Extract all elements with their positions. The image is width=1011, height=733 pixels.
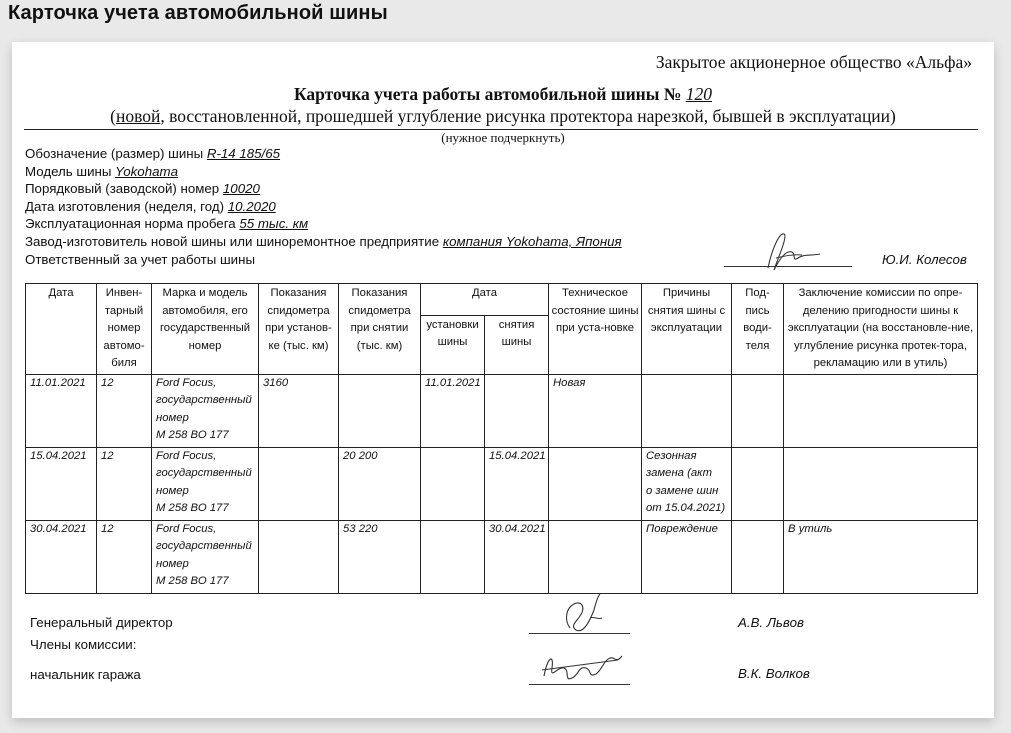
field-value: 10020 bbox=[222, 181, 260, 196]
cell-date: 11.01.2021 bbox=[26, 374, 97, 447]
field-value: 10.2020 bbox=[227, 199, 276, 214]
table-row bbox=[26, 374, 978, 447]
cell-inventory: 12 bbox=[97, 374, 152, 447]
cell-odometer-install: 3160 bbox=[259, 374, 339, 447]
table-row bbox=[26, 447, 978, 520]
reason-line: от 15.04.2021) bbox=[646, 502, 726, 514]
underline-note: (нужное подчеркнуть) bbox=[441, 130, 565, 145]
field-label: Дата изготовления (неделя, год) bbox=[25, 199, 225, 214]
model-line: государственный bbox=[156, 540, 252, 552]
field-value: 55 тыс. км bbox=[239, 216, 309, 231]
cell-signature bbox=[732, 447, 784, 520]
header-odometer-install: Показания спидометра при установ-ке (тыс. км) bbox=[259, 284, 339, 375]
cell-date-install bbox=[421, 447, 485, 520]
cell-signature bbox=[732, 374, 784, 447]
header-tech-state: Техническое состояние шины при уста-новке bbox=[549, 284, 642, 375]
cell-signature bbox=[732, 520, 784, 593]
cell-reasons bbox=[642, 520, 732, 593]
director-name: А.В. Львов bbox=[738, 615, 804, 630]
header-date-install: установки шины bbox=[421, 315, 485, 374]
header-commission-conclusion: Заключение комиссии по опре-делению пригодности шины к эксплуатации (на восстановле-ние, углубление рисунка протек-тора, рекламацию или в утиль) bbox=[784, 284, 978, 375]
cell-date: 30.04.2021 bbox=[26, 520, 97, 593]
field-label: Порядковый (заводской) номер bbox=[25, 181, 220, 196]
page-heading: Карточка учета автомобильной шины bbox=[8, 2, 388, 24]
cell-odometer-remove bbox=[339, 374, 421, 447]
reason-line: замена (акт bbox=[646, 467, 713, 479]
cell-date-install bbox=[421, 520, 485, 593]
model-line: М 258 ВО 177 bbox=[156, 575, 229, 587]
field-label: Эксплуатационная норма пробега bbox=[25, 216, 236, 231]
reason-line: Сезонная bbox=[646, 449, 697, 462]
garage-head-label: начальник гаража bbox=[30, 667, 141, 682]
field-label: Модель шины bbox=[25, 164, 112, 179]
field-label: Ответственный за учет работы шины bbox=[25, 252, 256, 267]
header-inventory-number: Инвен-тарный номер автомо-биля bbox=[97, 284, 152, 375]
cell-tech-state bbox=[549, 520, 642, 593]
table-row bbox=[26, 520, 978, 593]
cell-tech-state bbox=[549, 447, 642, 520]
field-manufacturer bbox=[25, 234, 622, 249]
cell-model bbox=[152, 374, 259, 447]
header-date-group: Дата bbox=[421, 284, 549, 316]
model-line: номер bbox=[156, 557, 189, 570]
cell-conclusion bbox=[784, 447, 978, 520]
commission-label: Члены комиссии: bbox=[30, 637, 137, 652]
model-line: Ford Focus, bbox=[156, 449, 217, 462]
cell-date-remove bbox=[485, 374, 549, 447]
model-line: номер bbox=[156, 411, 189, 424]
cell-model bbox=[152, 520, 259, 593]
cell-inventory: 12 bbox=[97, 520, 152, 593]
cell-reasons bbox=[642, 374, 732, 447]
field-label: Обозначение (размер) шины bbox=[25, 146, 204, 161]
garage-head-signature-line bbox=[529, 684, 630, 685]
director-signature bbox=[550, 590, 610, 636]
garage-head-name: В.К. Волков bbox=[738, 666, 810, 681]
cell-odometer-install bbox=[259, 447, 339, 520]
header-date-remove: снятия шины bbox=[485, 315, 549, 374]
cell-inventory: 12 bbox=[97, 447, 152, 520]
director-label: Генеральный директор bbox=[30, 615, 173, 630]
organization-name: Закрытое акционерное общество «Альфа» bbox=[655, 52, 972, 72]
cell-conclusion: В утиль bbox=[784, 520, 978, 593]
field-value: компания Yokohama, Япония bbox=[442, 234, 622, 249]
cell-model bbox=[152, 447, 259, 520]
model-line: государственный bbox=[156, 467, 252, 479]
card-subtitle bbox=[12, 106, 994, 127]
tire-usage-table bbox=[25, 283, 978, 594]
field-mileage-norm bbox=[25, 216, 308, 231]
card-title-text: Карточка учета работы автомобильной шины № bbox=[293, 84, 682, 104]
field-tire-model bbox=[25, 164, 178, 179]
header-car-model: Марка и модель автомобиля, его государственный номер bbox=[152, 284, 259, 375]
cell-date-remove: 30.04.2021 bbox=[485, 520, 549, 593]
cell-date-install: 11.01.2021 bbox=[421, 374, 485, 447]
header-date: Дата bbox=[26, 284, 97, 375]
subtitle-selected-option: новой bbox=[115, 106, 161, 126]
cell-odometer-remove: 20 200 bbox=[339, 447, 421, 520]
model-line: Ford Focus, bbox=[156, 376, 217, 389]
cell-tech-state: Новая bbox=[549, 374, 642, 447]
tire-record-card bbox=[12, 42, 994, 718]
field-label: Завод-изготовитель новой шины или шиноремонтное предприятие bbox=[25, 234, 440, 249]
reason-line: Повреждение bbox=[646, 522, 718, 535]
field-value: R-14 185/65 bbox=[206, 146, 281, 161]
subtitle-paren: ( bbox=[110, 106, 116, 126]
field-value: Yokohama bbox=[115, 164, 178, 179]
field-responsible bbox=[25, 252, 255, 267]
model-line: государственный bbox=[156, 394, 252, 406]
card-title bbox=[12, 84, 994, 105]
field-serial-number bbox=[25, 181, 260, 196]
director-signature-line bbox=[529, 633, 630, 634]
cell-reasons bbox=[642, 447, 732, 520]
model-line: Ford Focus, bbox=[156, 522, 217, 535]
card-number: 120 bbox=[685, 84, 713, 104]
header-odometer-remove: Показания спидометра при снятии (тыс. км) bbox=[339, 284, 421, 375]
responsible-name: Ю.И. Колесов bbox=[882, 252, 967, 267]
responsible-signature bbox=[754, 228, 824, 276]
cell-date: 15.04.2021 bbox=[26, 447, 97, 520]
field-tire-size bbox=[25, 146, 280, 161]
cell-odometer-install bbox=[259, 520, 339, 593]
model-line: М 258 ВО 177 bbox=[156, 502, 229, 514]
subtitle-options: , восстановленной, прошедшей углубление рисунка протектора нарезкой, бывшей в эксплуатации) bbox=[160, 106, 896, 126]
model-line: М 258 ВО 177 bbox=[156, 429, 229, 441]
header-removal-reasons: Причины снятия шины с эксплуатации bbox=[642, 284, 732, 375]
cell-date-remove: 15.04.2021 bbox=[485, 447, 549, 520]
cell-odometer-remove: 53 220 bbox=[339, 520, 421, 593]
model-line: номер bbox=[156, 484, 189, 497]
header-driver-signature: Под-пись води-теля bbox=[732, 284, 784, 375]
field-manufacture-date bbox=[25, 199, 276, 214]
cell-conclusion bbox=[784, 374, 978, 447]
reason-line: о замене шин bbox=[646, 484, 719, 497]
